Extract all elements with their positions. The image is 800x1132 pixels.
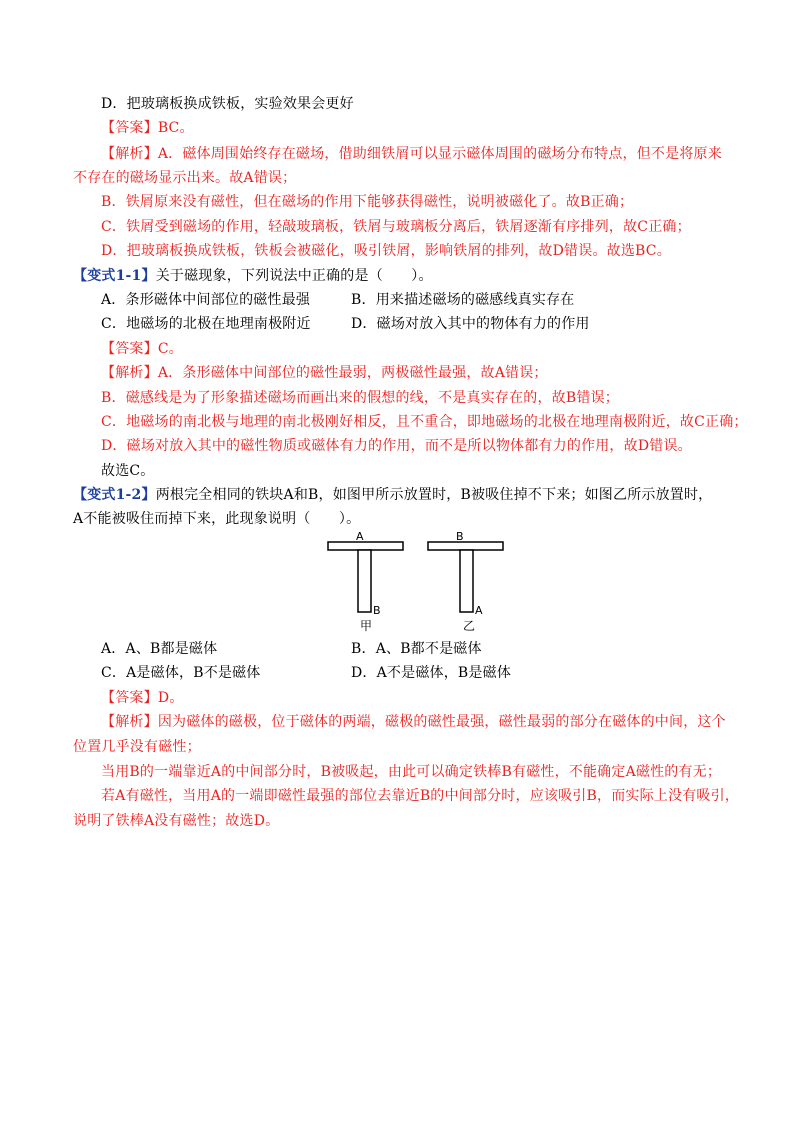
jia-caption: 甲: [360, 619, 373, 633]
answer-value: BC。: [157, 120, 194, 136]
question-stem: [73, 266, 433, 286]
option-a: A．条形磁体中间部位的磁性最强: [101, 292, 311, 308]
option-c: C．A是磁体，B不是磁体: [101, 665, 261, 681]
answer-tag: 【答案】: [101, 690, 158, 706]
analysis-line: 不存在的磁场显示出来。故A错误；: [73, 170, 297, 186]
conclusion-line: 故选C。: [101, 463, 155, 479]
analysis-line: D．把玻璃板换成铁板，铁板会被磁化，吸引铁屑，影响铁屑的排列，故D错误。故选BC。: [101, 243, 671, 259]
jia-vertical-bar: [358, 550, 371, 612]
jia-label-bottom: B: [373, 604, 381, 617]
analysis-text: A．磁体周围始终存在磁场，借助细铁屑可以显示磁体周围的磁场分布特点，但不是将原来: [157, 146, 722, 162]
option-a: A．A、B都是磁体: [101, 641, 218, 657]
analysis-line: C．地磁场的南北极与地理的南北极刚好相反，且不重合，即地磁场的北极在地理南极附近，故C正确；: [101, 414, 748, 430]
analysis-line: B．磁感线是为了形象描述磁场而画出来的假想的线，不是真实存在的，故B错误；: [101, 390, 619, 406]
analysis-text: 因为磁体的磁极，位于磁体的两端，磁极的磁性最强，磁性最弱的部分在磁体的中间，这个: [157, 714, 726, 730]
yi-caption: 乙: [463, 619, 476, 633]
answer-line: [101, 688, 183, 708]
jia-label-top: A: [356, 530, 364, 543]
analysis-line: C．铁屑受到磁场的作用，轻敲玻璃板，铁屑与玻璃板分离后，铁屑逐渐有序排列，故C正确；: [101, 219, 691, 235]
option-d: D．磁场对放入其中的物体有力的作用: [351, 316, 590, 332]
yi-vertical-bar: [460, 550, 473, 612]
option-d: D．A不是磁体，B是磁体: [351, 665, 512, 681]
answer-line: [101, 339, 183, 359]
analysis-line: [101, 363, 548, 383]
option-d: D．把玻璃板换成铁板，实验效果会更好: [101, 96, 354, 112]
variant-tag: 【变式1-1】: [73, 268, 156, 284]
analysis-tag: 【解析】: [101, 365, 158, 381]
options-row: [101, 663, 741, 683]
yi-label-top: B: [456, 530, 464, 543]
question-stem: [73, 485, 712, 505]
analysis-tag: 【解析】: [101, 714, 158, 730]
option-b: B．A、B都不是磁体: [351, 641, 482, 657]
analysis-line: D．磁场对放入其中的磁性物质或磁体有力的作用，而不是所以物体都有力的作用，故D错误。: [101, 438, 692, 454]
analysis-tag: 【解析】: [101, 146, 158, 162]
analysis-line: 说明了铁棒A没有磁性；故选D。: [73, 813, 280, 829]
options-row: [101, 314, 741, 334]
answer-tag: 【答案】: [101, 120, 158, 136]
answer-value: C。: [157, 341, 183, 357]
options-row: [101, 290, 741, 310]
stem-text: 关于磁现象，下列说法中正确的是（ ）。: [155, 268, 433, 284]
option-b: B．用来描述磁场的磁感线真实存在: [351, 292, 575, 308]
variant-tag: 【变式1-2】: [73, 487, 156, 503]
yi-horizontal-bar: [428, 542, 503, 550]
magnet-figure: [320, 530, 520, 638]
analysis-text: A．条形磁体中间部位的磁性最弱，两极磁性最强，故A错误；: [157, 365, 548, 381]
analysis-line: 位置几乎没有磁性；: [73, 739, 201, 755]
option-c: C．地磁场的北极在地理南极附近: [101, 316, 311, 332]
analysis-line: 若A有磁性，当用A的一端即磁性最强的部位去靠近B的中间部分时，应该吸引B，而实际上没有吸引，: [101, 788, 739, 804]
analysis-line: [101, 712, 726, 732]
answer-value: D。: [157, 690, 184, 706]
options-row: [101, 639, 741, 659]
answer-tag: 【答案】: [101, 341, 158, 357]
analysis-line: [101, 144, 722, 164]
analysis-line: B．铁屑原来没有磁性，但在磁场的作用下能够获得磁性，说明被磁化了。故B正确；: [101, 194, 634, 210]
yi-label-bottom: A: [475, 604, 483, 617]
jia-horizontal-bar: [328, 542, 403, 550]
analysis-line: 当用B的一端靠近A的中间部分时，B被吸起，由此可以确定铁棒B有磁性，不能确定A磁性的有无；: [101, 764, 722, 780]
answer-line: [101, 118, 194, 138]
question-stem-cont: A不能被吸住而掉下来，此现象说明（ ）。: [73, 511, 361, 527]
stem-text: 两根完全相同的铁块A和B，如图甲所示放置时，B被吸住掉不下来；如图乙所示放置时，: [155, 487, 713, 503]
